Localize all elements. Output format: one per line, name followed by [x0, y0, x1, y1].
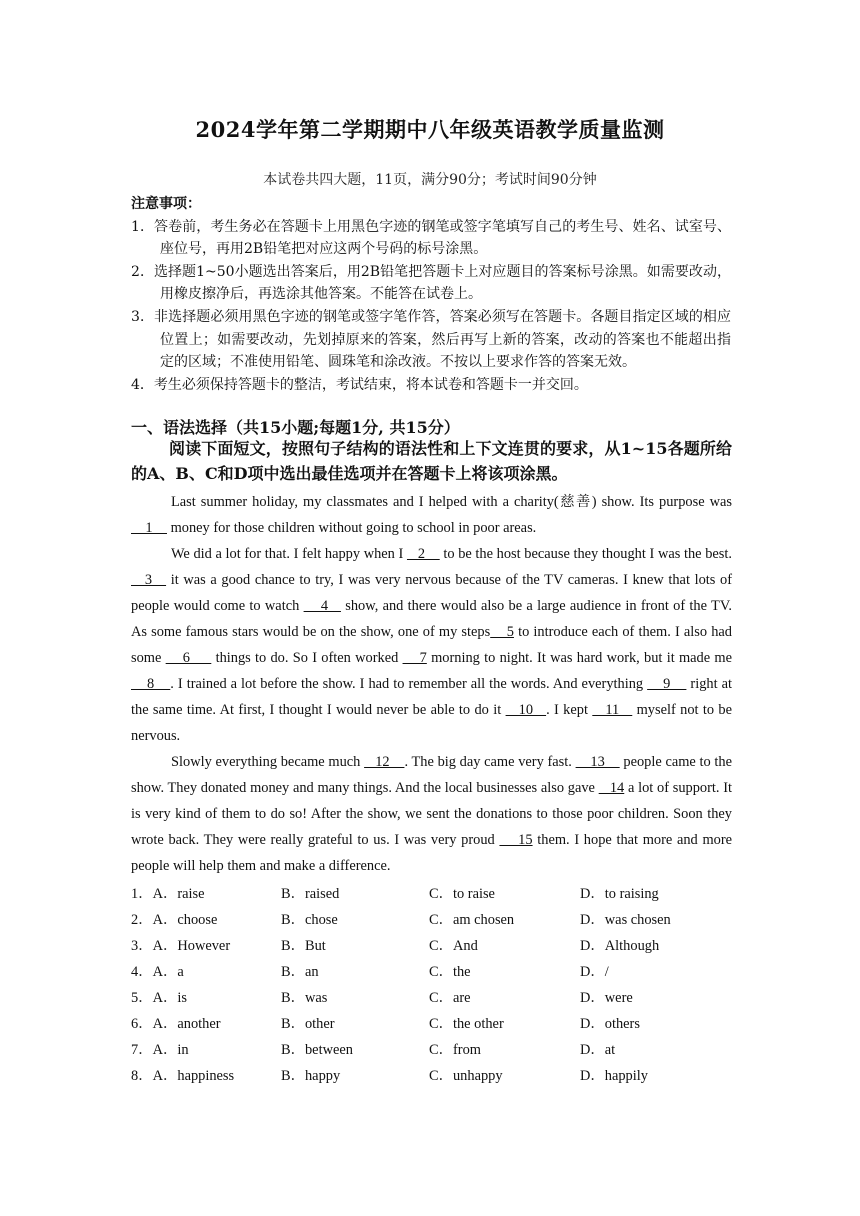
option-c: C．am chosen [429, 912, 515, 928]
option-a: 8．A．happiness [131, 1068, 235, 1084]
option-d: D．Although [580, 938, 660, 954]
option-b: B．an [281, 964, 319, 980]
option-a: 7．A．in [131, 1042, 189, 1058]
blank-9: 9 [647, 676, 687, 692]
notice-item: 1．答卷前，考生务必在答题卡上用黑色字迹的钢笔或签字笔填写自己的考生号、姓名、试室号、座位号，再用2B铅笔把对应这两个号码的标号涂黑。 [131, 218, 731, 258]
blank-2: 2 [406, 546, 440, 562]
passage-text: a lot of support. It is very kind of them to do so! After the show, we sent the donations to those poor children. Soon they wrote back. They were really grateful to us. I was very proud [131, 780, 733, 848]
blank-12: 12 [364, 754, 405, 770]
blank-13: 13 [575, 754, 620, 770]
notice-title: 注意事项： [131, 196, 201, 212]
notice-item: 4．考生必须保持答题卡的整洁，考试结束，将本试卷和答题卡一并交回。 [131, 376, 588, 393]
question-options-row [131, 1036, 732, 1062]
option-c: C．And [429, 938, 478, 954]
option-c: C．to raise [429, 886, 495, 902]
blank-3: 3 [131, 572, 167, 588]
passage-text: it was a good chance to try, I was very nervous because of the TV cameras. I knew that lots of people would come to watch [131, 572, 733, 614]
option-d: D．to raising [580, 886, 659, 902]
passage-paragraph-3 [131, 749, 732, 879]
option-d: D．happily [580, 1068, 648, 1084]
passage-text: them. I hope that more and more people will help them and make a difference. [131, 832, 733, 874]
passage-text: . I trained a lot before the show. I had to remember all the words. And everything [170, 676, 648, 692]
option-b: B．But [281, 938, 326, 954]
notice-item: 3．非选择题必须用黑色字迹的钢笔或签字笔作答，答案必须写在答题卡。各题目指定区域的相应位置上；如需要改动，先划掉原来的答案，然后再写上新的答案，改动的答案也不能超出指定的区域；不准使用铅笔、圆珠笔和涂改液。不按以上要求作答的答案无效。 [131, 308, 731, 371]
passage-text: to introduce each of them. I also had some [131, 624, 732, 666]
blank-4: 4 [303, 598, 341, 614]
answer-options [131, 880, 732, 1088]
passage-text: show, and there would also be a large audience in front of the TV. As some famous stars would be on the show, one of my steps [131, 598, 732, 640]
option-c: C．from [429, 1042, 481, 1058]
option-a: 2．A．choose [131, 912, 218, 928]
blank-11: 11 [592, 702, 633, 718]
option-a: 4．A．a [131, 964, 184, 980]
passage-text: Last summer holiday, my classmates and I helped with a charity(慈善) show. Its purpose was [171, 494, 732, 510]
option-b: B．happy [281, 1068, 341, 1084]
option-b: B．raised [281, 886, 340, 902]
blank-8: 8 [131, 676, 171, 692]
question-options-row [131, 906, 732, 932]
passage-text: money for those children without going to school in poor areas. [166, 520, 537, 536]
reading-passage [131, 489, 732, 879]
question-options-row [131, 1062, 732, 1088]
passage-text: right at the same time. At first, I thought I would never be able to do it [131, 676, 732, 718]
passage-text: to be the host because they thought I was the best. [439, 546, 732, 562]
option-a: 6．A．another [131, 1016, 221, 1032]
option-d: D．at [580, 1042, 616, 1058]
option-d: D．/ [580, 964, 609, 980]
notice-item: 2．选择题1~50小题选出答案后，用2B铅笔把答题卡上对应题目的答案标号涂黑。如需要改动，用橡皮擦净后，再选涂其他答案。不能答在试卷上。 [131, 263, 731, 303]
option-b: B．between [281, 1042, 353, 1058]
section-instruction: 阅读下面短文，按照句子结构的语法性和上下文连贯的要求，从1~15各题所给的A、B、C和D项中选出最佳选项并在答题卡上将该项涂黑。 [131, 439, 732, 483]
passage-text: things to do. So I often worked [211, 650, 403, 666]
option-a: 5．A．is [131, 990, 187, 1006]
passage-text: . I kept [546, 702, 593, 718]
blank-15: 15 [499, 832, 533, 848]
option-b: B．chose [281, 912, 338, 928]
option-c: C．the other [429, 1016, 504, 1032]
passage-text: myself not to be nervous. [131, 702, 732, 744]
passage-text: morning to night. It was hard work, but it made me [426, 650, 732, 666]
blank-6: 6 [165, 650, 212, 666]
passage-paragraph-1 [131, 489, 732, 541]
section-title: 一、语法选择（共15小题;每题1分, 共15分） [131, 418, 460, 437]
option-b: B．other [281, 1016, 335, 1032]
option-d: D．was chosen [580, 912, 671, 928]
passage-text: people came to the show. They donated money and many things. And the local businesses also gave [131, 754, 732, 796]
passage-text: Slowly everything became much [171, 754, 365, 770]
blank-1: 1 [131, 520, 167, 536]
blank-10: 10 [505, 702, 547, 718]
option-c: C．the [429, 964, 471, 980]
question-options-row [131, 880, 732, 906]
question-options-row [131, 932, 732, 958]
exam-info: 本试卷共四大题，11页，满分90分；考试时间90分钟 [263, 172, 597, 188]
notice-section [131, 193, 731, 396]
blank-14: 14 [598, 780, 625, 796]
question-options-row [131, 958, 732, 984]
question-options-row [131, 984, 732, 1010]
option-c: C．are [429, 990, 471, 1006]
page-title: 2024学年第二学期期中八年级英语教学质量监测 [195, 117, 665, 142]
passage-text: . The big day came very fast. [404, 754, 576, 770]
blank-5: 5 [490, 624, 514, 640]
passage-paragraph-2 [131, 541, 732, 749]
option-b: B．was [281, 990, 328, 1006]
blank-7: 7 [402, 650, 427, 666]
option-d: D．were [580, 990, 633, 1006]
option-d: D．others [580, 1016, 640, 1032]
option-a: 3．A．However [131, 938, 231, 954]
passage-text: We did a lot for that. I felt happy when I [171, 546, 407, 562]
option-c: C．unhappy [429, 1068, 503, 1084]
question-options-row [131, 1010, 732, 1036]
option-a: 1．A．raise [131, 886, 205, 902]
